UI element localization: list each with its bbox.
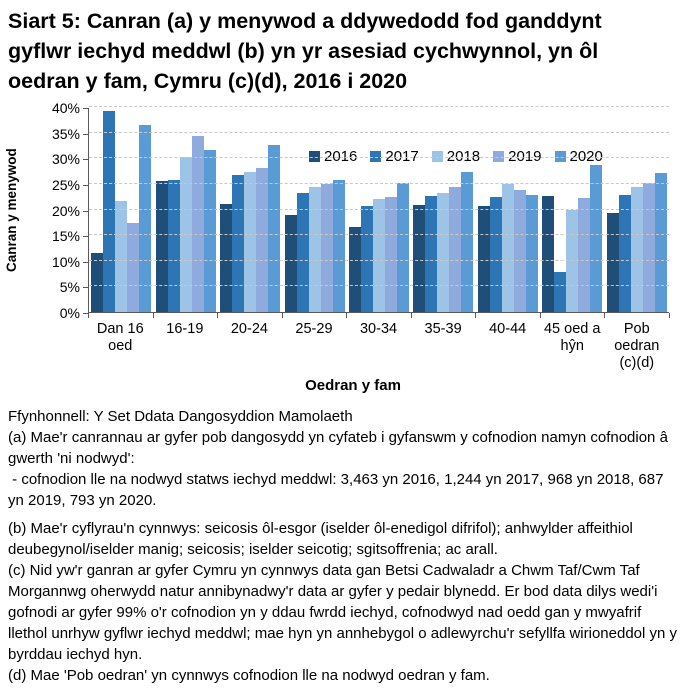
x-label-9: Pob oedran (c)(d) <box>614 321 660 371</box>
x-tick-mark <box>88 313 89 318</box>
footnote-d: (d) Mae 'Pob oedran' yn cynnwys cofnodion lle na nodwyd oedran y fam. <box>8 667 490 684</box>
bar-2020 <box>268 145 280 312</box>
y-tick-mark <box>83 236 88 237</box>
y-tick-mark <box>83 262 88 263</box>
y-tick-label-15: 15% <box>51 228 80 245</box>
bar-group-4 <box>282 108 346 312</box>
x-tick-mark <box>282 313 283 318</box>
x-label-5: 30-34 <box>359 321 398 337</box>
bar-2020 <box>526 195 538 312</box>
legend-label-2016: 2016 <box>324 148 358 165</box>
legend-label-2019: 2019 <box>508 148 542 165</box>
gridline-25 <box>89 183 669 184</box>
bar-chart <box>0 98 688 398</box>
y-tick-mark <box>83 185 88 186</box>
y-tick-label-25: 25% <box>51 176 80 193</box>
gridline-5 <box>89 285 669 286</box>
bar-2016 <box>607 213 619 312</box>
gridline-15 <box>89 234 669 235</box>
x-tick-mark <box>346 313 347 318</box>
gridline-30 <box>89 157 669 158</box>
y-tick-mark <box>83 134 88 135</box>
bar-group-9 <box>605 108 669 312</box>
legend-label-2017: 2017 <box>385 148 419 165</box>
legend-label-2020: 2020 <box>569 148 603 165</box>
bar-group-8 <box>540 108 604 312</box>
footnote-b: (b) Mae'r cyflyrau'n cynnwys: seicosis ôl-esgor (iselder ôl-enedigol difrifol); anhwylder affeithiol deubegynol/iselder manig; seicosis; iselder seicotig; sgitsoffrenia; ac arall. <box>8 520 638 558</box>
x-label-8: 45 oed a hŷn <box>543 321 601 354</box>
bar-2017 <box>232 175 244 312</box>
x-label-7: 40-44 <box>489 321 527 337</box>
bar-2017 <box>297 193 309 312</box>
x-tick-mark <box>669 313 670 318</box>
bar-2020 <box>139 125 151 312</box>
y-tick-mark <box>83 159 88 160</box>
bar-2018 <box>502 184 514 312</box>
x-tick-mark <box>411 313 412 318</box>
bar-2016 <box>349 227 361 312</box>
gridline-10 <box>89 260 669 261</box>
bar-2016 <box>220 204 232 312</box>
bar-2018 <box>244 172 256 312</box>
gridline-35 <box>89 132 669 133</box>
bar-2016 <box>91 253 103 312</box>
y-tick-label-20: 20% <box>51 202 80 219</box>
footnote-c: (c) Nid yw'r ganran ar gyfer Cymru yn cynnwys data gan Betsi Cadwaladr a Chwm Taf/Cwm Taf Morgannwg oherwydd natur annibynadwy'r data ar gyfer y pedair blynedd. Er bod data dilys wedi'i gofnodi ar gyfer 99% o'r cofnodion yn y ddau fwrdd iechyd, cofnodwyd nad oedd gan y mwyafrif llethol unrhyw gyflwr iechyd meddwl; mae hyn yn annhebygol o adlewyrchu'r sefyllfa wirioneddol yn y byrddau iechyd hyn. <box>8 562 682 663</box>
x-label-1: Dan 16 oed <box>96 321 144 354</box>
bar-2018 <box>115 201 127 312</box>
bar-2019 <box>127 223 139 312</box>
x-label-6: 35-39 <box>424 321 462 337</box>
bar-2017 <box>168 180 180 312</box>
y-axis-title: Canran y menywod <box>4 148 19 273</box>
y-tick-label-40: 40% <box>51 100 80 116</box>
legend-label-2018: 2018 <box>446 148 481 165</box>
footnote-a: (a) Mae'r canrannau ar gyfer pob dangosydd yn cyfateb i gyfanswm y cofnodion namyn cofnodion â gwerth 'ni nodwyd': <box>8 429 673 467</box>
x-tick-mark <box>604 313 605 318</box>
x-label-2: 16-19 <box>166 321 204 337</box>
bar-2017 <box>425 196 437 312</box>
footnote-a-detail: - cofnodion lle na nodwyd statws iechyd meddwl: 3,463 yn 2016, 1,244 yn 2017, 968 yn 2018, 687 yn 2019, 793 yn 2020. <box>8 471 668 509</box>
chart-title-line-2: gyflwr iechyd meddwl (b) yn yr asesiad cychwynnol, yn ôl <box>8 39 599 63</box>
bar-2019 <box>256 168 268 312</box>
y-tick-mark <box>83 108 88 109</box>
bar-2020 <box>655 173 667 312</box>
x-axis-title: Oedran y fam <box>305 377 401 394</box>
bar-2016 <box>413 205 425 312</box>
x-label-3: 20-24 <box>230 321 268 337</box>
y-tick-label-35: 35% <box>51 125 80 142</box>
bar-group-7 <box>476 108 540 312</box>
x-axis-labels <box>88 321 669 372</box>
chart-title <box>8 6 680 96</box>
bar-2020 <box>204 150 216 312</box>
bar-2020 <box>590 165 602 312</box>
bar-2017 <box>619 195 631 312</box>
bar-2019 <box>449 187 461 312</box>
bar-2020 <box>333 180 345 312</box>
footnotes <box>8 406 680 686</box>
chart-title-line-1: Siart 5: Canran (a) y menywod a ddywedodd fod ganddynt <box>8 9 602 33</box>
bar-2016 <box>542 196 554 312</box>
y-tick-mark <box>83 287 88 288</box>
bar-2018 <box>631 187 643 312</box>
bar-2017 <box>554 272 566 312</box>
bar-2020 <box>461 172 473 312</box>
bar-group-1 <box>89 108 153 312</box>
bar-2018 <box>437 193 449 312</box>
bar-group-6 <box>411 108 475 312</box>
y-tick-label-30: 30% <box>51 151 80 168</box>
x-label-4: 25-29 <box>295 321 333 337</box>
y-tick-label-5: 5% <box>59 279 80 296</box>
bar-2016 <box>285 215 297 312</box>
bar-group-5 <box>347 108 411 312</box>
bar-group-3 <box>218 108 282 312</box>
bar-2019 <box>321 184 333 312</box>
y-tick-label-10: 10% <box>51 253 80 270</box>
bar-2019 <box>643 183 655 312</box>
plot-area <box>88 108 669 313</box>
y-tick-mark <box>83 211 88 212</box>
bars-container <box>89 108 669 312</box>
gridline-40 <box>89 106 669 107</box>
bar-2019 <box>385 197 397 312</box>
x-tick-mark <box>153 313 154 318</box>
bar-2018 <box>566 210 578 313</box>
bar-2019 <box>578 198 590 312</box>
bar-2018 <box>373 199 385 312</box>
bar-2018 <box>309 187 321 312</box>
x-tick-mark <box>217 313 218 318</box>
bar-group-2 <box>153 108 217 312</box>
source-note: Ffynhonnell: Y Set Ddata Dangosyddion Mamolaeth <box>8 408 353 425</box>
bar-2020 <box>397 183 409 312</box>
chart-title-line-3: oedran y fam, Cymru (c)(d), 2016 i 2020 <box>8 69 408 93</box>
bar-2017 <box>490 197 502 312</box>
x-tick-mark <box>540 313 541 318</box>
x-tick-mark <box>475 313 476 318</box>
y-tick-label-0: 0% <box>59 305 80 321</box>
bar-2016 <box>156 181 168 312</box>
gridline-20 <box>89 209 669 210</box>
bar-2017 <box>103 111 115 312</box>
